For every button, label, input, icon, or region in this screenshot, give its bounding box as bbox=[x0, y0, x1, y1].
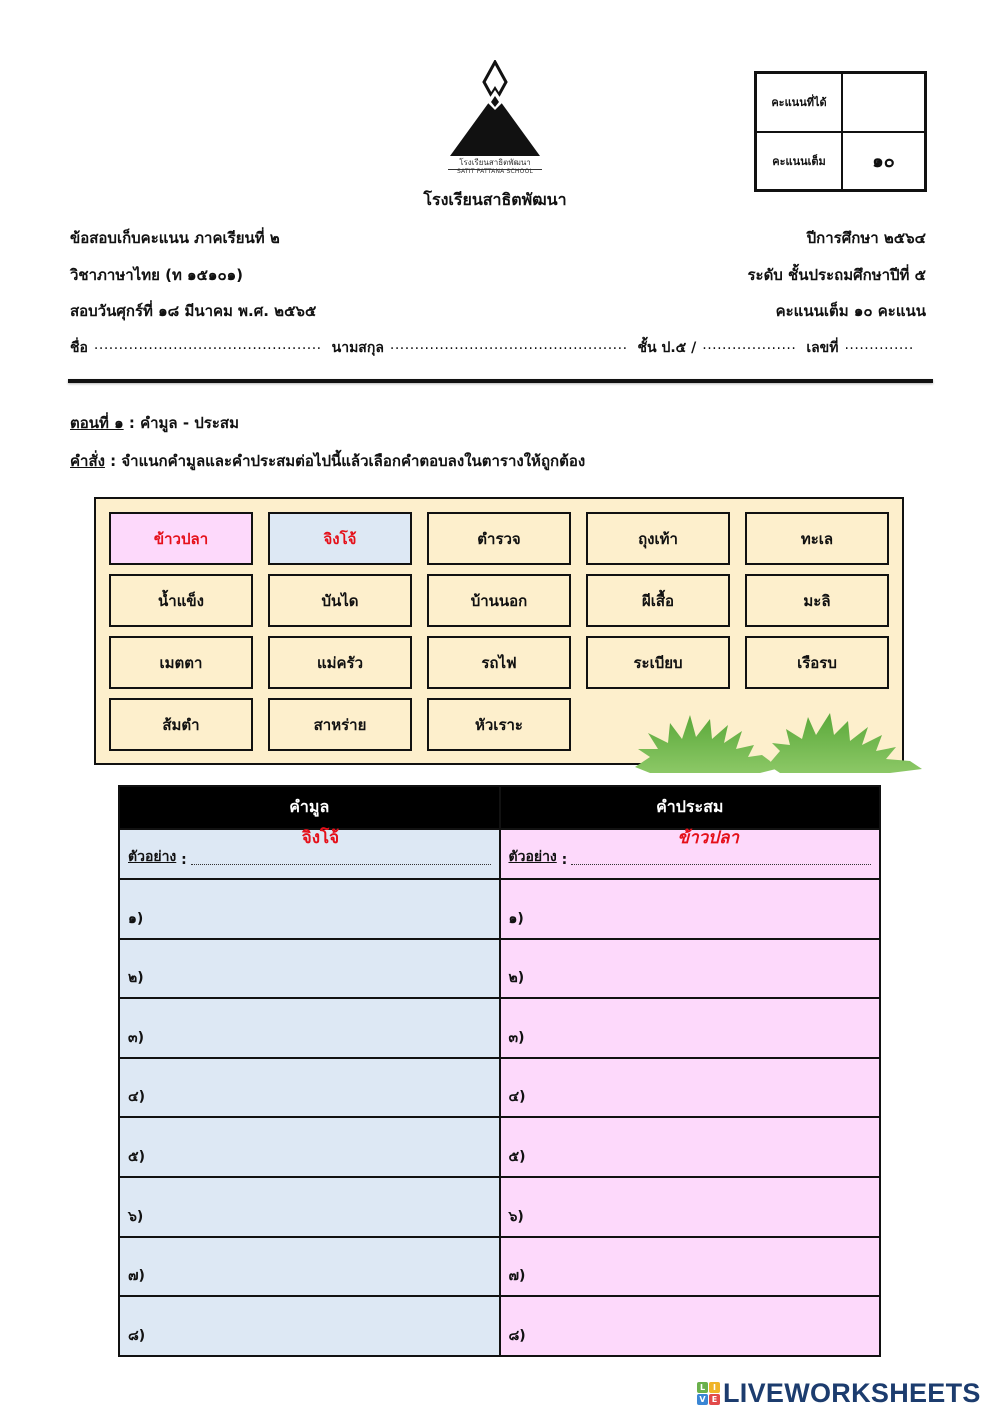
colon: : bbox=[176, 852, 187, 868]
single-answer-slot[interactable]: ๖) bbox=[119, 1177, 500, 1237]
word-card[interactable]: เรือรบ bbox=[745, 636, 889, 689]
earned-score-field[interactable] bbox=[842, 73, 925, 132]
word-card[interactable]: ข้าวปลา bbox=[109, 512, 253, 565]
full-score-value: ๑๐ bbox=[842, 132, 925, 191]
surname-field[interactable]: ................................................ bbox=[389, 337, 628, 353]
example-label: ตัวอย่าง bbox=[508, 849, 557, 865]
compound-answer-slot[interactable]: ๓) bbox=[500, 998, 881, 1058]
brand-tile: V bbox=[697, 1394, 708, 1405]
instruction-label: คำสั่ง bbox=[70, 452, 105, 470]
academic-year: ปีการศึกษา ๒๕๖๔ bbox=[806, 229, 926, 247]
surname-label: นามสกุล bbox=[331, 340, 384, 356]
example-compound-answer: ข้าวปลา bbox=[677, 828, 739, 848]
logo-caption-english: SATIT PATTANA SCHOOL bbox=[456, 168, 534, 175]
compound-answer-slot[interactable]: ๗) bbox=[500, 1237, 881, 1297]
brand-tiles-icon bbox=[697, 1382, 720, 1405]
colon: : bbox=[556, 852, 568, 868]
word-card[interactable]: ถุงเท้า bbox=[586, 512, 730, 565]
header-compound-word: คำประสม bbox=[500, 786, 881, 829]
word-card[interactable]: มะลิ bbox=[745, 574, 889, 627]
compound-answer-slot[interactable]: ๑) bbox=[500, 879, 881, 939]
full-score-text: คะแนนเต็ม ๑๐ คะแนน bbox=[775, 302, 926, 320]
brand-tile: L bbox=[697, 1382, 708, 1393]
example-row bbox=[119, 829, 880, 879]
table-row bbox=[119, 998, 880, 1058]
instruction-text: : จำแนกคำมูลและคำประสมต่อไปนี้แล้วเลือกคำตอบลงในตารางให้ถูกต้อง bbox=[104, 452, 586, 470]
brand-tile: I bbox=[709, 1382, 720, 1393]
word-card[interactable]: เมตตา bbox=[109, 636, 253, 689]
answer-table bbox=[118, 785, 881, 1357]
number-field[interactable]: .............. bbox=[844, 337, 914, 353]
word-card[interactable]: ทะเล bbox=[745, 512, 889, 565]
table-row bbox=[119, 1117, 880, 1177]
table-row bbox=[119, 939, 880, 999]
table-row bbox=[119, 879, 880, 939]
word-card[interactable]: ผีเสื้อ bbox=[586, 574, 730, 627]
single-answer-slot[interactable]: ๒) bbox=[119, 939, 500, 999]
single-answer-slot[interactable]: ๕) bbox=[119, 1117, 500, 1177]
brand-text: LIVEWORKSHEETS bbox=[723, 1377, 981, 1408]
table-row bbox=[119, 1237, 880, 1297]
logo-caption-thai: โรงเรียนสาธิตพัฒนา bbox=[448, 156, 542, 170]
word-card[interactable]: รถไฟ bbox=[427, 636, 571, 689]
compound-answer-slot[interactable]: ๔) bbox=[500, 1058, 881, 1118]
example-single-answer: จิงโจ้ bbox=[301, 828, 340, 848]
example-label: ตัวอย่าง bbox=[128, 849, 177, 865]
student-info-line bbox=[70, 337, 914, 359]
table-row bbox=[119, 1058, 880, 1118]
grass-icon bbox=[630, 705, 926, 775]
class-field[interactable]: ................... bbox=[702, 337, 797, 353]
example-dots bbox=[191, 864, 491, 865]
word-card[interactable]: หัวเราะ bbox=[427, 698, 571, 751]
exam-type: ข้อสอบเก็บคะแนน ภาคเรียนที่ ๒ bbox=[70, 229, 280, 247]
liveworksheets-logo[interactable] bbox=[697, 1378, 981, 1408]
instruction bbox=[70, 449, 585, 473]
word-card[interactable]: บันได bbox=[268, 574, 412, 627]
word-card[interactable]: สาหร่าย bbox=[268, 698, 412, 751]
single-answer-slot[interactable]: ๑) bbox=[119, 879, 500, 939]
header-single-word: คำมูล bbox=[119, 786, 500, 829]
compound-answer-slot[interactable]: ๒) bbox=[500, 939, 881, 999]
compound-answer-slot[interactable]: ๕) bbox=[500, 1117, 881, 1177]
earned-score-label: คะแนนที่ได้ bbox=[756, 73, 842, 132]
example-single-cell bbox=[119, 829, 500, 879]
word-card[interactable]: น้ำแข็ง bbox=[109, 574, 253, 627]
exam-date: สอบวันศุกร์ที่ ๑๘ มีนาคม พ.ศ. ๒๕๖๕ bbox=[70, 302, 317, 320]
word-card[interactable]: ตำรวจ bbox=[427, 512, 571, 565]
grade-level: ระดับ ชั้นประถมศึกษาปีที่ ๕ bbox=[747, 266, 926, 284]
word-card[interactable]: ส้มตำ bbox=[109, 698, 253, 751]
section-topic: : คำมูล - ประสม bbox=[123, 414, 239, 432]
brand-tile: E bbox=[709, 1394, 720, 1405]
table-row bbox=[119, 1296, 880, 1356]
section-title bbox=[70, 411, 239, 435]
full-score-label: คะแนนเต็ม bbox=[756, 132, 842, 191]
name-field[interactable]: .............................................. bbox=[93, 337, 322, 353]
header-divider bbox=[68, 379, 933, 383]
example-compound-cell bbox=[500, 829, 881, 879]
single-answer-slot[interactable]: ๘) bbox=[119, 1296, 500, 1356]
word-card[interactable]: จิงโจ้ bbox=[268, 512, 412, 565]
single-answer-slot[interactable]: ๓) bbox=[119, 998, 500, 1058]
name-label: ชื่อ bbox=[70, 340, 88, 356]
score-box bbox=[754, 71, 927, 192]
compound-answer-slot[interactable]: ๖) bbox=[500, 1177, 881, 1237]
example-dots bbox=[571, 864, 871, 865]
section-number: ตอนที่ ๑ bbox=[70, 414, 124, 432]
school-name: โรงเรียนสาธิตพัฒนา bbox=[423, 190, 567, 209]
single-answer-slot[interactable]: ๔) bbox=[119, 1058, 500, 1118]
word-card[interactable]: แม่ครัว bbox=[268, 636, 412, 689]
compound-answer-slot[interactable]: ๘) bbox=[500, 1296, 881, 1356]
number-label: เลขที่ bbox=[806, 340, 839, 356]
class-label: ชั้น ป.๕ / bbox=[637, 340, 697, 356]
word-card[interactable]: บ้านนอก bbox=[427, 574, 571, 627]
single-answer-slot[interactable]: ๗) bbox=[119, 1237, 500, 1297]
word-card[interactable]: ระเบียบ bbox=[586, 636, 730, 689]
subject: วิชาภาษาไทย (ท ๑๕๑๐๑) bbox=[70, 266, 243, 284]
table-row bbox=[119, 1177, 880, 1237]
